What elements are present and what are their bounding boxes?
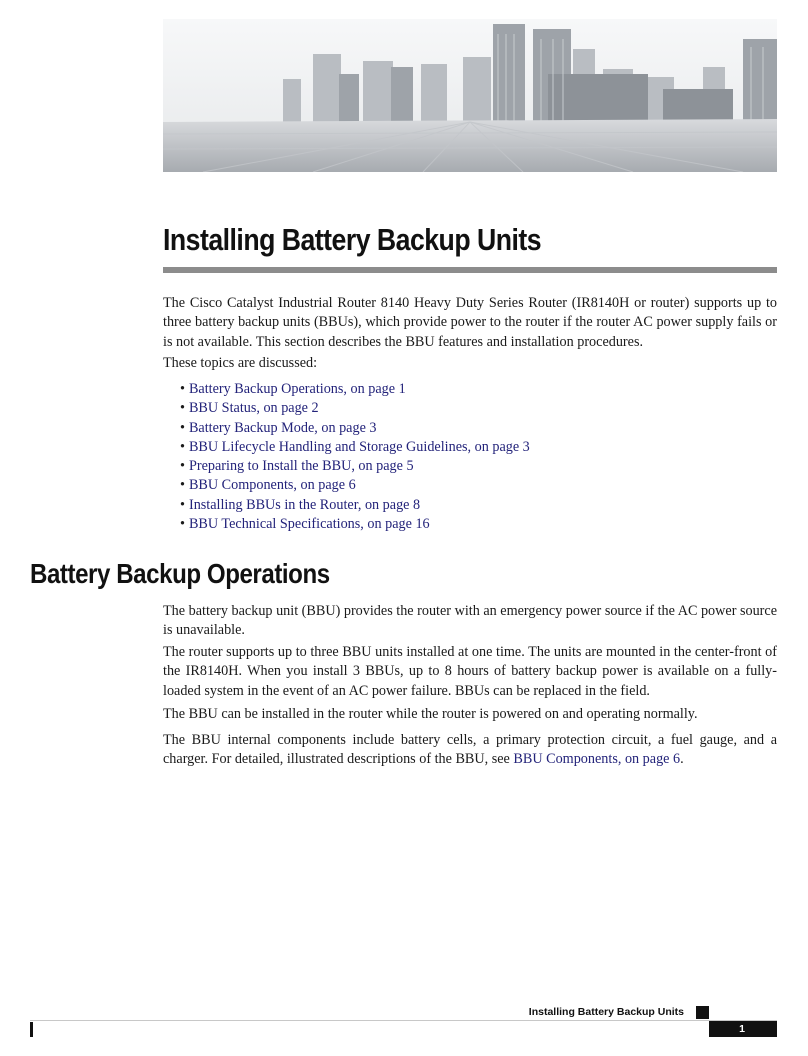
section-paragraph-4-end: . — [680, 751, 684, 768]
list-item — [180, 457, 530, 476]
section-paragraph-2: The router supports up to three BBU units installed at one time. The units are mounted in the center-front of the IR8140H. When you install 3 BBUs, up to 8 hours of battery backup power is available on a fully-loaded system in the event of an AC power failure. BBUs can be replaced in the field. — [163, 644, 777, 699]
topics-lead: These topics are discussed: — [163, 355, 318, 371]
section-paragraph-4 — [163, 731, 777, 770]
footer-marker — [696, 1006, 709, 1019]
topic-link-preparing-to-install[interactable]: Preparing to Install the BBU, on page 5 — [188, 458, 414, 475]
bullet-icon: • — [180, 419, 185, 436]
bullet-icon: • — [180, 458, 185, 475]
list-item — [180, 399, 530, 418]
list-item — [180, 496, 530, 515]
topic-link-battery-backup-operations[interactable]: Battery Backup Operations, on page 1 — [188, 381, 406, 397]
section-paragraph-1: The battery backup unit (BBU) provides the router with an emergency power source if the AC power source is unavailable. — [163, 603, 777, 639]
bbu-components-link[interactable]: BBU Components, on page 6 — [513, 751, 681, 768]
title-rule — [163, 267, 777, 273]
bullet-icon: • — [180, 516, 185, 533]
page-number: 1 — [709, 1021, 777, 1037]
section-title: Battery Backup Operations — [30, 558, 330, 589]
footer-rule — [30, 1020, 777, 1021]
header-banner-image — [163, 19, 777, 172]
bullet-icon: • — [180, 438, 185, 455]
list-item — [180, 476, 530, 495]
topic-list — [180, 380, 530, 534]
bullet-icon: • — [180, 400, 185, 417]
topic-link-bbu-technical-specs[interactable]: BBU Technical Specifications, on page 16 — [188, 516, 430, 533]
footer-chapter-label: Installing Battery Backup Units — [528, 1006, 684, 1018]
list-item — [180, 438, 530, 457]
topic-link-bbu-status[interactable]: BBU Status, on page 2 — [188, 400, 319, 417]
footer-left-marker — [30, 1022, 33, 1037]
section-paragraph-4-text: The BBU internal components include battery cells, a primary protection circuit, a fuel gauge, and a charger. For detailed, illustrated descriptions of the BBU, see — [163, 732, 777, 768]
bullet-icon: • — [180, 496, 185, 513]
list-item — [180, 419, 530, 438]
topic-link-bbu-lifecycle[interactable]: BBU Lifecycle Handling and Storage Guidelines, on page 3 — [188, 438, 530, 455]
intro-paragraph: The Cisco Catalyst Industrial Router 8140 Heavy Duty Series Router (IR8140H or router) supports up to three battery backup units (BBUs), which provide power to the router if the router AC power supply fails or is not available. This section describes the BBU features and installation procedures. — [163, 295, 777, 350]
topic-link-battery-backup-mode[interactable]: Battery Backup Mode, on page 3 — [188, 419, 377, 436]
topic-link-bbu-components[interactable]: BBU Components, on page 6 — [188, 477, 356, 494]
section-paragraph-3: The BBU can be installed in the router while the router is powered on and operating normally. — [163, 706, 698, 722]
bullet-icon: • — [180, 381, 185, 397]
bullet-icon: • — [180, 477, 185, 494]
topic-link-installing-bbus[interactable]: Installing BBUs in the Router, on page 8 — [188, 496, 421, 513]
list-item — [180, 380, 530, 399]
list-item — [180, 515, 530, 534]
chapter-title: Installing Battery Backup Units — [163, 222, 542, 257]
